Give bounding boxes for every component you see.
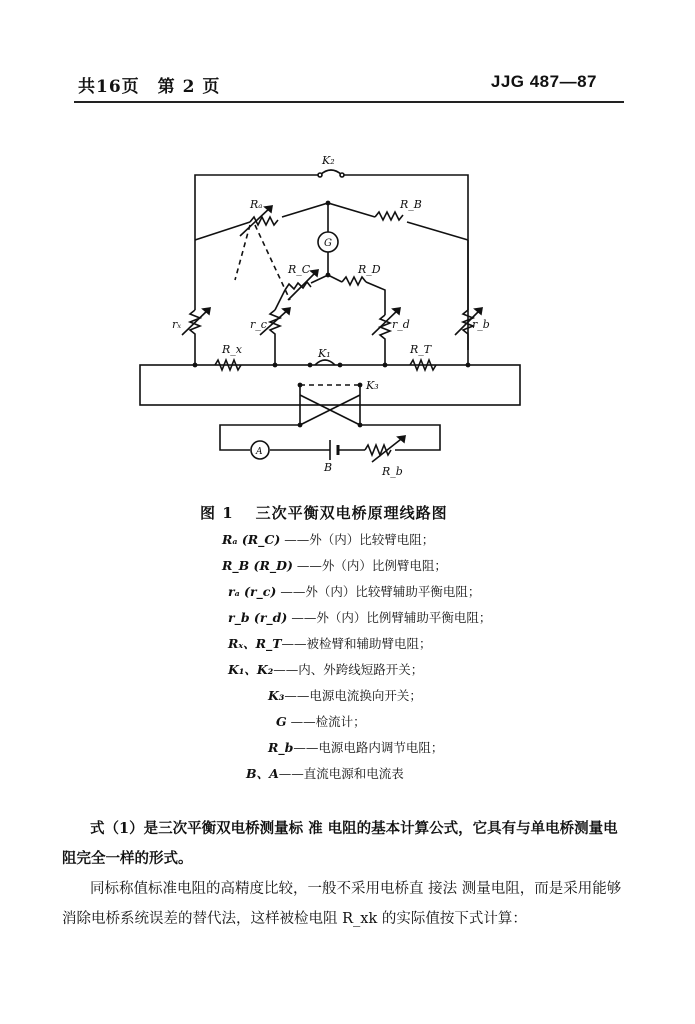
label-rc-aux: r_c <box>250 318 267 331</box>
label-rd: R_D <box>358 263 381 276</box>
bridge-circuit-diagram <box>110 140 570 485</box>
figure-number: 图 1 <box>200 504 234 522</box>
k2-switch <box>320 170 342 175</box>
label-k1: K₁ <box>318 347 331 360</box>
legend-item: Rₓ、R_T——被检臂和辅助臂电阻； <box>228 636 432 651</box>
legend-item: Rₐ (R_C) ——外（内）比较臂电阻； <box>222 532 435 547</box>
legend-item: R_b——电源电路内调节电阻； <box>268 740 444 755</box>
resistor-rd <box>342 277 366 285</box>
label-k2: K₂ <box>322 154 335 167</box>
page-number: 第 2 页 <box>157 77 221 97</box>
page-header-left <box>78 72 220 97</box>
legend-item: B、A——直流电源和电流表 <box>246 766 404 781</box>
label-rb-power: R_b <box>382 465 403 478</box>
paragraph-text: 式（1）是三次平衡双电桥测量标 准 电阻的基本计算公式，它具有与单电桥测量电阻完全一样的形式。 <box>62 820 618 867</box>
legend-item: K₃——电源电流换向开关； <box>268 688 422 703</box>
legend-item: r_b (r_d) ——外（内）比例臂辅助平衡电阻； <box>228 610 492 625</box>
k2-wire <box>195 175 320 310</box>
paragraph-substitution-method <box>62 874 632 934</box>
figure-caption <box>200 502 448 523</box>
label-ra: Rₐ <box>250 198 263 211</box>
paragraph-formula-note <box>62 814 632 874</box>
legend-item: G ——检流计； <box>276 714 366 729</box>
label-a: A <box>256 447 263 457</box>
standard-code: JJG 487—87 <box>490 72 597 91</box>
legend-item: rₐ (r_c) ——外（内）比较臂辅助平衡电阻； <box>228 584 481 599</box>
label-k3: K₃ <box>366 379 379 392</box>
paragraph-text: 同标称值标准电阻的高精度比较，一般不采用电桥直 接法 测量电阻，而是采用能够消除电桥系统误差的替代法，这样被检电阻 R_xk 的实际值按下式计算： <box>62 881 622 927</box>
legend-item: K₁、K₂——内、外跨线短路开关； <box>228 662 424 677</box>
label-rd-aux: r_d <box>392 318 410 331</box>
label-rx: R_x <box>222 343 242 356</box>
legend-item: R_B (R_D) ——外（内）比例臂电阻； <box>222 558 447 573</box>
figure-title: 三次平衡双电桥原理线路图 <box>255 504 448 522</box>
header-rule <box>74 101 624 103</box>
resistor-rb <box>375 212 403 220</box>
label-rc: R_C <box>288 263 311 276</box>
label-rb-aux: r_b <box>472 318 490 331</box>
label-rt: R_T <box>410 343 432 356</box>
label-rb: R_B <box>400 198 422 211</box>
resistor-ra <box>250 217 278 225</box>
label-b: B <box>324 461 333 474</box>
total-pages: 共16页 <box>78 77 140 97</box>
label-rx-aux: rₓ <box>172 318 182 331</box>
resistor-rc <box>285 282 311 290</box>
label-g: G <box>324 238 332 249</box>
